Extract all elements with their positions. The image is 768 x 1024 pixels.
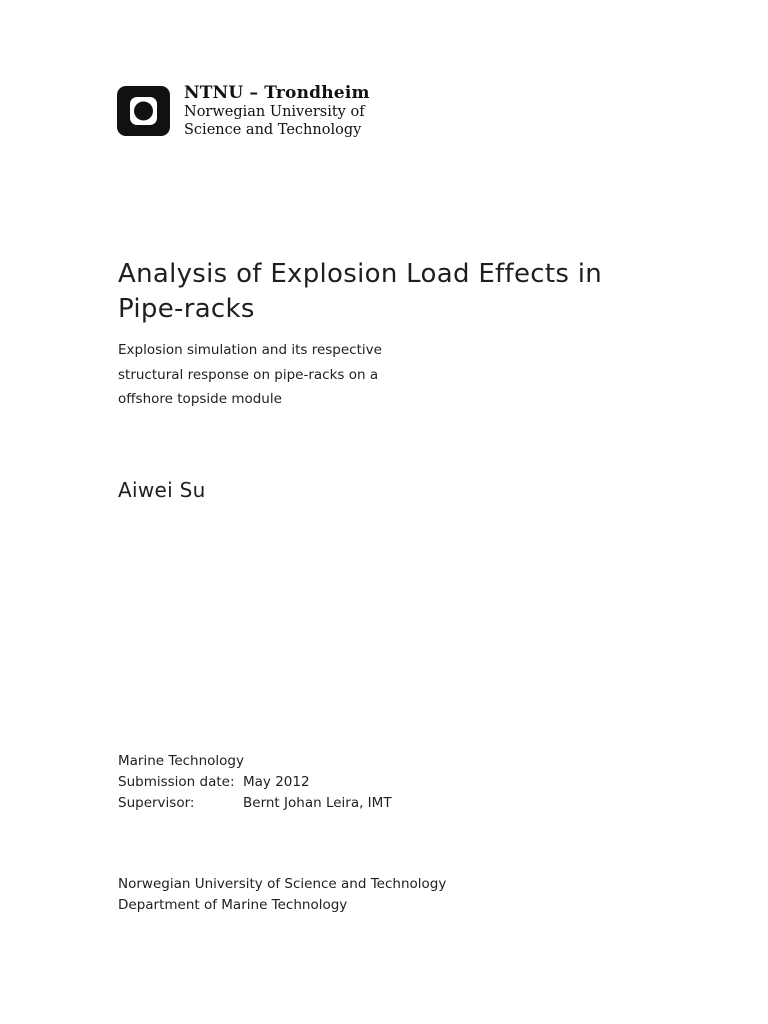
program-row [118, 751, 392, 772]
supervisor-label: Supervisor: [118, 795, 195, 811]
submission-value: May 2012 [243, 774, 310, 790]
document-subtitle [118, 338, 408, 412]
supervisor-value: Bernt Johan Leira, IMT [243, 795, 392, 811]
supervisor-row [118, 793, 392, 814]
subtitle-line: structural response on pipe-racks on a [118, 366, 379, 383]
author-name: Aiwei Su [118, 478, 206, 502]
logo-line-3: Science and Technology [184, 122, 362, 138]
logo-line-2: Norwegian University of [184, 104, 365, 120]
submission-label: Submission date: [118, 774, 235, 790]
submission-row [118, 772, 392, 793]
ntnu-logo [117, 83, 407, 146]
program-name: Marine Technology [118, 753, 244, 769]
subtitle-line: offshore topside module [118, 391, 282, 407]
document-title: Analysis of Explosion Load Effects in Pipe-racks [118, 259, 603, 324]
institution-footer [118, 874, 446, 916]
subtitle-line: Explosion simulation and its respective [118, 342, 382, 358]
thesis-info [118, 751, 392, 814]
university-name: Norwegian University of Science and Technology [118, 876, 447, 892]
department-name: Department of Marine Technology [118, 897, 348, 913]
ntnu-logo-icon [117, 86, 170, 136]
logo-text [184, 84, 370, 139]
logo-line-1: NTNU – Trondheim [184, 83, 370, 103]
